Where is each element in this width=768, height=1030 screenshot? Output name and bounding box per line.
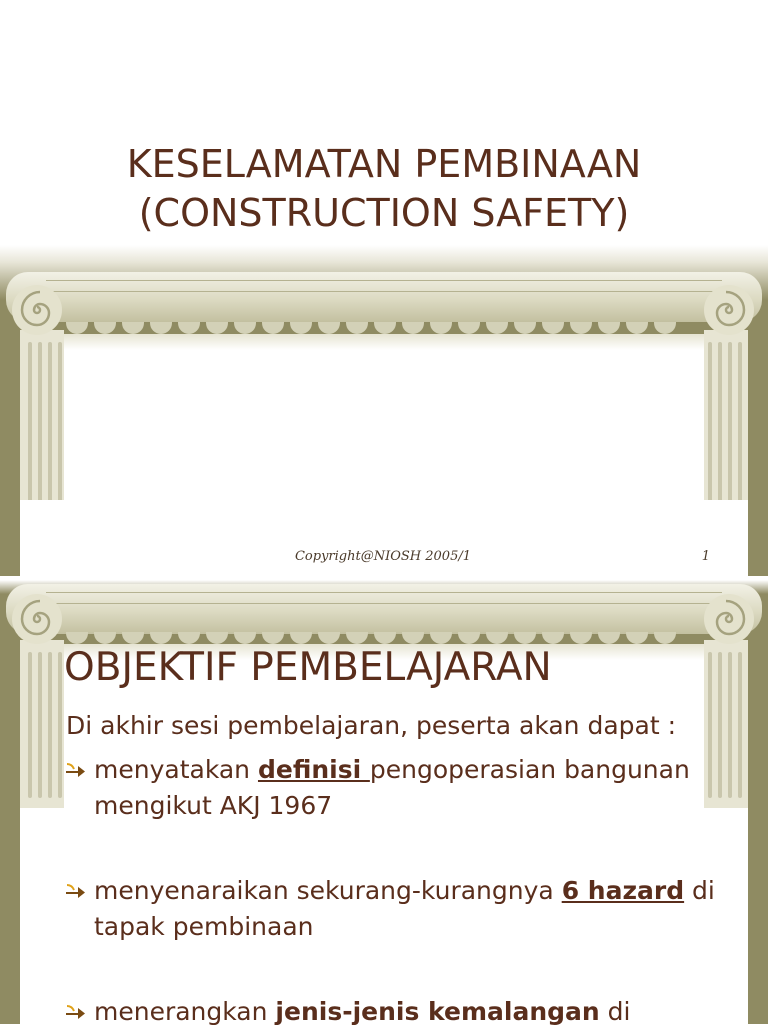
bullet-text: di <box>599 997 631 1026</box>
list-item <box>64 752 734 824</box>
title-line-1: KESELAMATAN PEMBINAAN <box>126 142 642 186</box>
list-item <box>64 994 734 1030</box>
page-number: 1 <box>701 549 710 564</box>
slide-2-intro: Di akhir sesi pembelajaran, peserta akan dapat : <box>66 711 677 740</box>
left-column <box>20 640 64 810</box>
arrow-bullet-icon <box>64 883 86 899</box>
bullet-emphasis: 6 hazard <box>561 876 685 905</box>
bullet-emphasis: definisi <box>257 755 370 784</box>
bullet-emphasis: jenis-jenis kemalangan <box>275 997 600 1026</box>
slide-1-base <box>20 500 748 576</box>
slide-footer: Copyright@NIOSH 2005/1 <box>294 549 471 564</box>
scroll-ornament-icon <box>12 285 62 335</box>
scroll-ornament-icon <box>704 594 754 644</box>
bullet-text: pengoperasian bangunan mengikut AKJ 1967 <box>94 755 690 820</box>
bullet-text: menyenaraikan sekurang-kurangnya <box>94 876 562 905</box>
bullet-text: di tapak pembinaan <box>94 876 715 941</box>
arrow-bullet-icon <box>64 1004 86 1020</box>
dentil-row <box>66 632 676 644</box>
slide-title <box>0 140 768 238</box>
scroll-ornament-icon <box>12 594 62 644</box>
title-line-2: (CONSTRUCTION SAFETY) <box>138 191 630 235</box>
scroll-ornament-icon <box>704 285 754 335</box>
slide-2-title: OBJEKTIF PEMBELAJARAN <box>64 645 552 690</box>
bullet-text: menyatakan <box>94 755 258 784</box>
arrow-bullet-icon <box>64 762 86 778</box>
dentil-row <box>66 322 676 334</box>
column-entablature <box>6 272 762 322</box>
bullet-text: menerangkan <box>94 997 276 1026</box>
list-item <box>64 873 734 945</box>
column-entablature <box>6 584 762 634</box>
